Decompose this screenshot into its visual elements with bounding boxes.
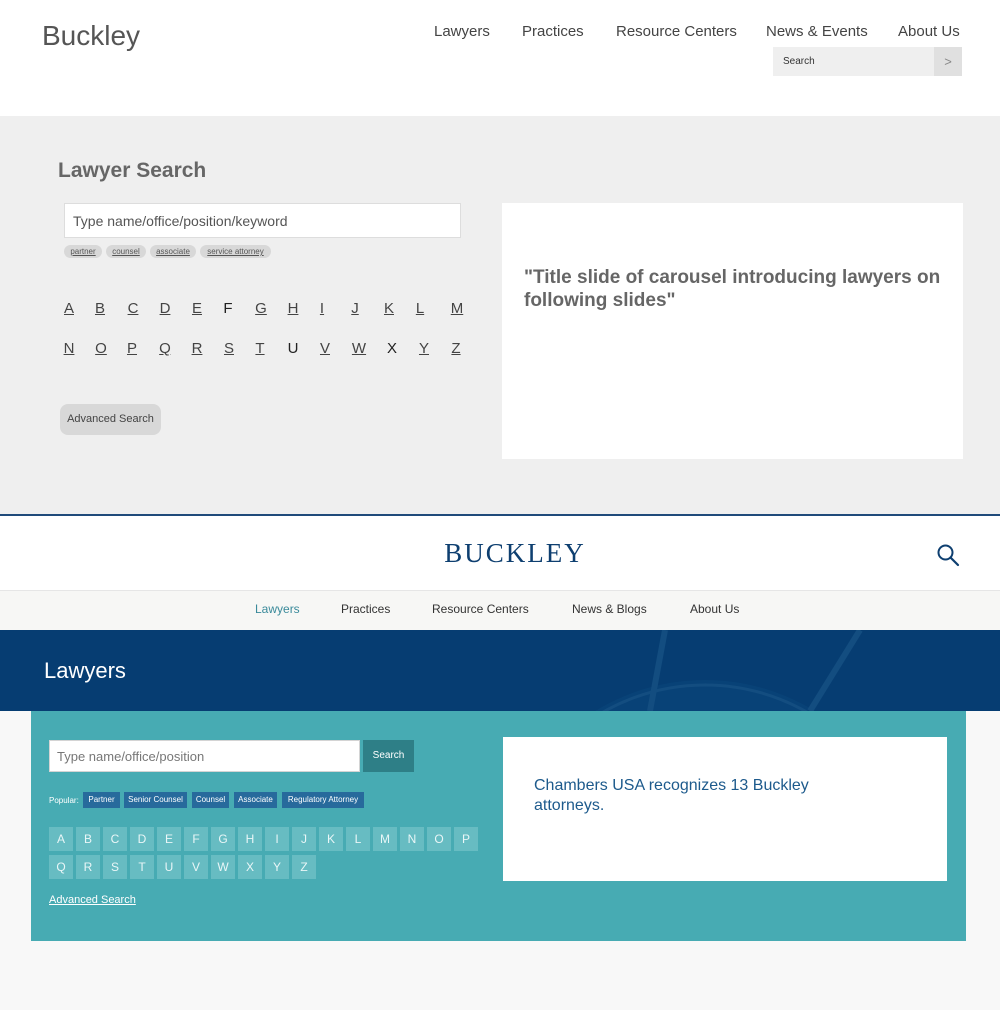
wf-letter-r[interactable]: R <box>191 340 203 357</box>
wf-letter-s[interactable]: S <box>223 340 234 357</box>
nav-lawyers[interactable]: Lawyers <box>255 602 300 616</box>
letter-p[interactable]: P <box>454 827 478 851</box>
wf-letter-y[interactable]: Y <box>418 340 429 357</box>
wireframe-logo[interactable]: Buckley <box>42 20 141 51</box>
wf-nav-about-us[interactable]: About Us <box>898 23 960 40</box>
wf-search-box[interactable] <box>773 47 962 76</box>
wf-nav-news-events[interactable]: News & Events <box>766 23 868 40</box>
wf-carousel-text: "Title slide of carousel introducing lawyers on following slides" <box>524 267 941 311</box>
letter-y[interactable]: Y <box>265 855 289 879</box>
wf-tag-service-attorney[interactable]: service attorney <box>200 245 271 258</box>
nav-news-blogs[interactable]: News & Blogs <box>572 602 647 616</box>
letter-h[interactable]: H <box>238 827 262 851</box>
wf-letter-v[interactable]: V <box>319 340 330 357</box>
letter-x[interactable]: X <box>238 855 262 879</box>
wf-nav-practices[interactable]: Practices <box>522 23 584 40</box>
wf-nav-resource-centers[interactable]: Resource Centers <box>616 23 737 40</box>
letter-n[interactable]: N <box>400 827 424 851</box>
wf-letter-g[interactable]: G <box>255 300 267 317</box>
wf-tag-associate[interactable]: associate <box>150 245 196 258</box>
final-nav <box>0 590 1000 630</box>
letter-o[interactable]: O <box>427 827 451 851</box>
letter-j[interactable]: J <box>292 827 316 851</box>
letter-r[interactable]: R <box>76 855 100 879</box>
wf-letter-z[interactable]: Z <box>451 340 461 357</box>
letter-l[interactable]: L <box>346 827 370 851</box>
letter-w[interactable]: W <box>211 855 235 879</box>
lawyer-search-input[interactable] <box>49 740 360 772</box>
letter-g[interactable]: G <box>211 827 235 851</box>
lawyer-search-panel <box>31 711 966 941</box>
wf-letter-m[interactable]: M <box>450 300 464 317</box>
letter-m[interactable]: M <box>373 827 397 851</box>
wf-letter-t[interactable]: T <box>255 340 265 357</box>
letter-q[interactable]: Q <box>49 855 73 879</box>
wireframe-nav <box>0 23 1000 43</box>
letter-s[interactable]: S <box>103 855 127 879</box>
final-header <box>0 516 1000 590</box>
letter-d[interactable]: D <box>130 827 154 851</box>
advanced-search-link[interactable]: Advanced Search <box>49 894 136 906</box>
letter-e[interactable]: E <box>157 827 181 851</box>
letter-z[interactable]: Z <box>292 855 316 879</box>
wf-page-title: Lawyer Search <box>58 159 207 182</box>
wf-letter-p[interactable]: P <box>126 340 137 357</box>
search-icon[interactable] <box>936 543 960 567</box>
news-carousel-card[interactable] <box>503 737 947 881</box>
letter-c[interactable]: C <box>103 827 127 851</box>
wf-letter-o[interactable]: O <box>95 340 107 357</box>
tag-regulatory-attorney[interactable]: Regulatory Attorney <box>282 792 364 808</box>
wf-nav-lawyers[interactable]: Lawyers <box>434 23 490 40</box>
wf-advanced-search-button[interactable]: Advanced Search <box>60 404 161 435</box>
news-carousel-headline[interactable]: Chambers USA recognizes 13 Buckley attorneys. <box>534 777 809 814</box>
popular-label: Popular: <box>49 796 79 805</box>
letter-i[interactable]: I <box>265 827 289 851</box>
wf-letter-i[interactable]: I <box>319 300 325 317</box>
tag-partner[interactable]: Partner <box>83 792 120 808</box>
wf-letter-u: U <box>287 340 299 357</box>
wf-letter-w[interactable]: W <box>351 340 367 357</box>
wf-letter-a[interactable]: A <box>63 300 74 317</box>
letter-u[interactable]: U <box>157 855 181 879</box>
nav-about-us[interactable]: About Us <box>690 602 740 616</box>
letter-b[interactable]: B <box>76 827 100 851</box>
lawyers-hero-banner <box>0 630 1000 711</box>
wf-letter-k[interactable]: K <box>383 300 394 317</box>
tag-senior-counsel[interactable]: Senior Counsel <box>124 792 187 808</box>
tag-associate[interactable]: Associate <box>234 792 277 808</box>
tag-counsel[interactable]: Counsel <box>192 792 229 808</box>
wf-letter-h[interactable]: H <box>287 300 299 317</box>
wf-letter-l[interactable]: L <box>415 300 425 317</box>
letter-v[interactable]: V <box>184 855 208 879</box>
wf-search-input-placeholder: Type name/office/position/keyword <box>73 213 288 229</box>
letter-a[interactable]: A <box>49 827 73 851</box>
lawyer-search-button[interactable]: Search <box>363 740 414 772</box>
wf-letter-j[interactable]: J <box>351 300 359 317</box>
wf-tag-counsel[interactable]: counsel <box>106 245 146 258</box>
wf-search-placeholder: Search <box>783 56 815 67</box>
wf-search-input[interactable] <box>64 203 461 238</box>
wf-letter-x: X <box>386 340 397 357</box>
hero-title: Lawyers <box>44 658 126 683</box>
letter-t[interactable]: T <box>130 855 154 879</box>
nav-practices[interactable]: Practices <box>341 602 391 616</box>
wf-search-submit-button[interactable]: > <box>934 47 962 76</box>
wf-letter-f: F <box>223 300 233 317</box>
letter-k[interactable]: K <box>319 827 343 851</box>
wf-carousel-slide <box>502 203 963 459</box>
wf-letter-c[interactable]: C <box>127 300 139 317</box>
wf-tag-partner[interactable]: partner <box>64 245 102 258</box>
lawyer-search-input-placeholder: Type name/office/position <box>57 749 205 764</box>
wireframe-lawyer-search-section <box>0 116 1000 514</box>
wf-letter-n[interactable]: N <box>63 340 75 357</box>
hero-background-graphic <box>0 630 1000 711</box>
nav-resource-centers[interactable]: Resource Centers <box>432 602 529 616</box>
wf-letter-q[interactable]: Q <box>159 340 171 357</box>
wireframe-header <box>0 0 1000 116</box>
wf-letter-d[interactable]: D <box>159 300 171 317</box>
final-logo[interactable]: BUCKLEY <box>444 538 586 568</box>
wf-letter-b[interactable]: B <box>94 300 105 317</box>
wf-letter-e[interactable]: E <box>191 300 202 317</box>
letter-f[interactable]: F <box>184 827 208 851</box>
